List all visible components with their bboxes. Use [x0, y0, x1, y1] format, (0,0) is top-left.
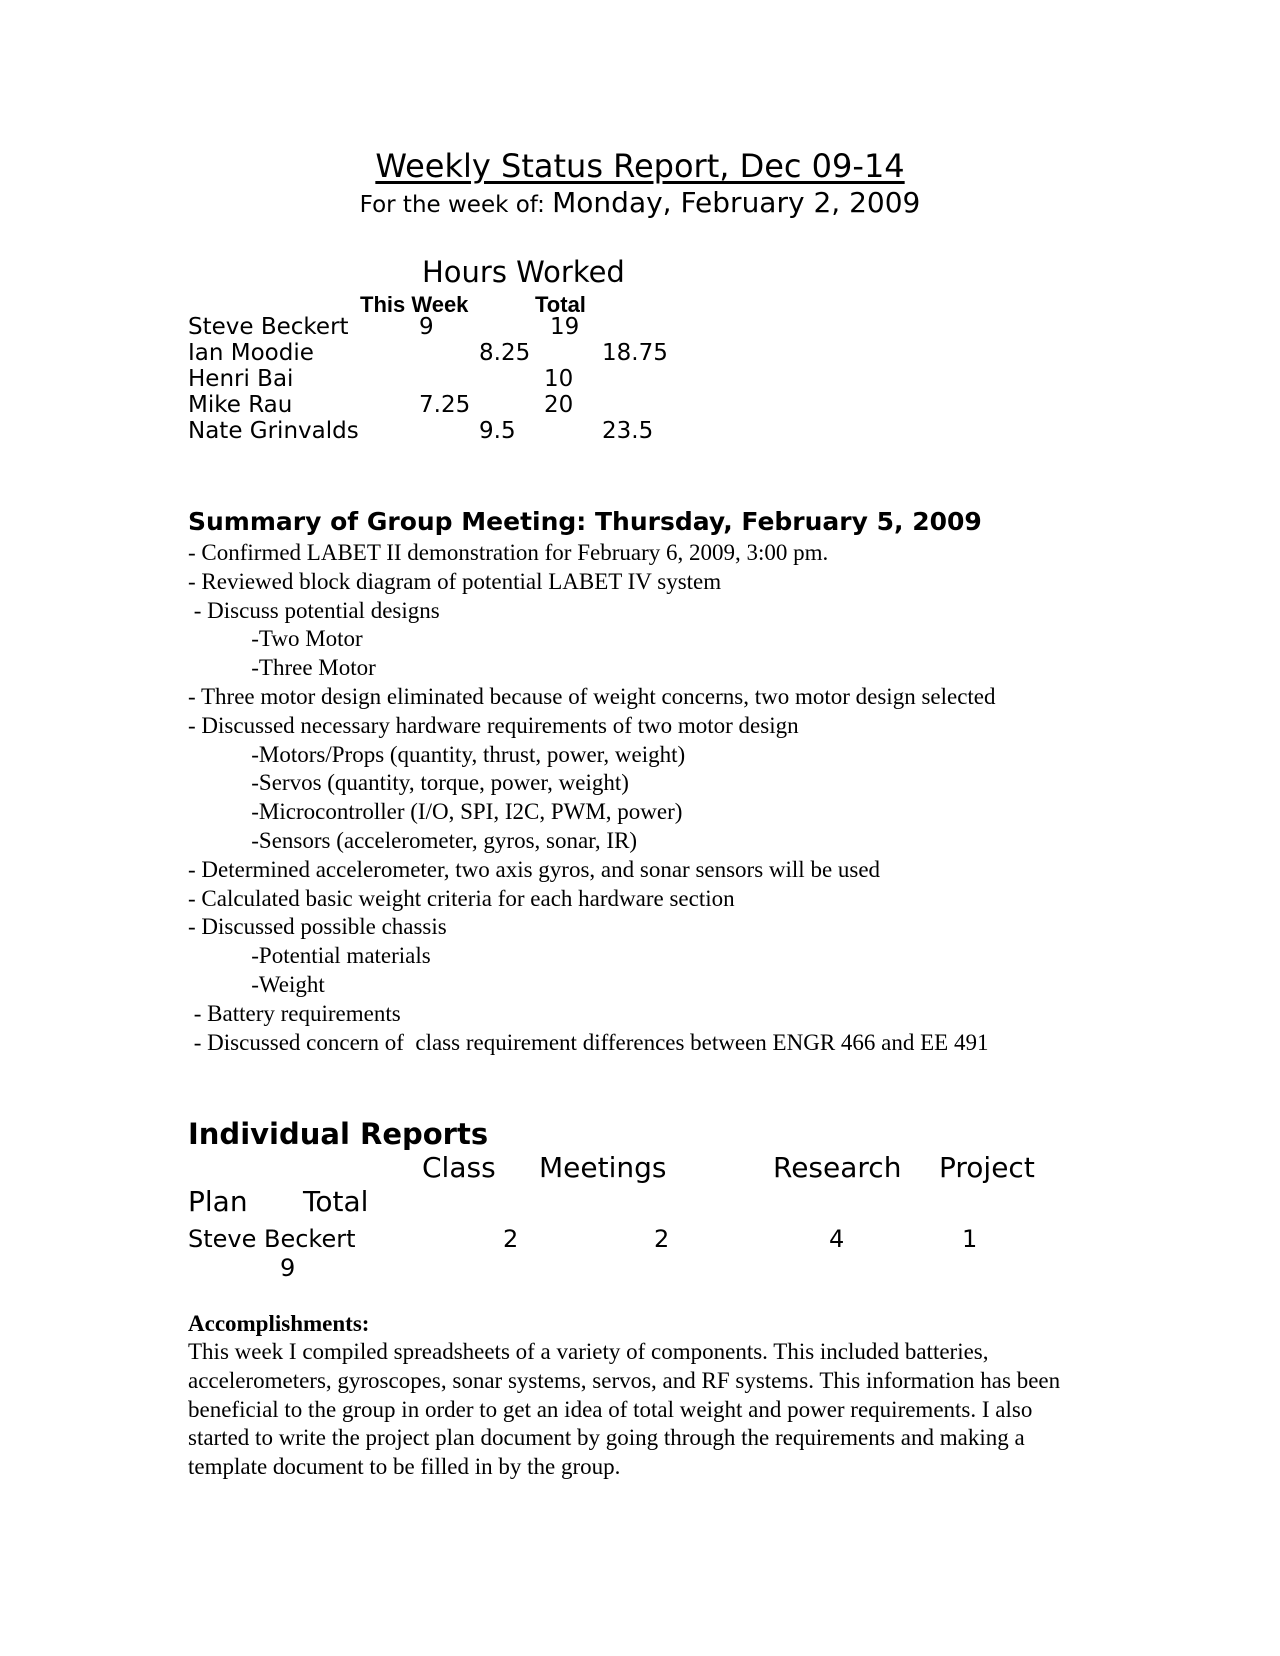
- summary-item: -Potential materials: [188, 943, 431, 969]
- hours-row-total: 10: [544, 366, 574, 392]
- hours-row-name: Henri Bai: [188, 366, 294, 392]
- summary-item: - Three motor design eliminated because of weight concerns, two motor design selected: [188, 683, 996, 709]
- indiv-col-total: Total: [303, 1185, 369, 1218]
- indiv-col-plan: Plan: [188, 1185, 248, 1218]
- hours-worked-title: Hours Worked: [422, 255, 625, 289]
- hours-row-name: Steve Beckert: [188, 314, 349, 340]
- hours-row-name: Nate Grinvalds: [188, 418, 359, 444]
- accomplishments-text: This week I compiled spreadsheets of a variety of components. This included batteries, accelerometers, gyroscopes, sonar systems, servos, and RF systems. This information has been beneficial to the group in order to get an idea of total weight and power requirements. I also started to write the project plan document by going through the requirements and making a template document to be filled in by the group.: [188, 1339, 1061, 1480]
- summary-item: - Calculated basic weight criteria for each hardware section: [188, 885, 735, 911]
- summary-list: [188, 539, 996, 1057]
- report-title: Weekly Status Report, Dec 09-14: [375, 147, 905, 185]
- summary-item: -Servos (quantity, torque, power, weight): [188, 770, 629, 796]
- summary-item: - Discussed possible chassis: [188, 914, 447, 940]
- hours-row-name: Mike Rau: [188, 392, 293, 418]
- week-of-line: [0, 186, 1280, 219]
- hours-row-total: 20: [544, 392, 574, 418]
- individual-reports-heading: Individual Reports: [188, 1117, 489, 1151]
- indiv-row-research: 4: [829, 1225, 845, 1253]
- summary-item: -Microcontroller (I/O, SPI, I2C, PWM, power): [188, 799, 683, 825]
- indiv-row-class: 2: [503, 1225, 519, 1253]
- summary-heading: Summary of Group Meeting: Thursday, February 5, 2009: [188, 507, 982, 536]
- indiv-col-class: Class: [422, 1151, 496, 1184]
- summary-item: -Sensors (accelerometer, gyros, sonar, IR): [188, 827, 638, 853]
- summary-item: - Discuss potential designs: [188, 597, 440, 623]
- hours-col-this-week: This Week: [360, 292, 469, 317]
- hours-col-total: Total: [535, 292, 586, 317]
- summary-item: - Discussed necessary hardware requirements of two motor design: [188, 712, 799, 738]
- hours-row-this-week: 9.5: [479, 418, 516, 444]
- hours-row-this-week: 8.25: [479, 340, 531, 366]
- week-of-label: For the week of:: [359, 192, 553, 218]
- summary-item: - Confirmed LABET II demonstration for February 6, 2009, 3:00 pm.: [188, 540, 829, 565]
- hours-row-name: Ian Moodie: [188, 340, 314, 366]
- indiv-row-name: Steve Beckert: [188, 1225, 356, 1253]
- hours-row-total: 23.5: [602, 418, 654, 444]
- indiv-col-meetings: Meetings: [539, 1151, 667, 1184]
- summary-item: -Weight: [188, 971, 325, 997]
- summary-item: - Determined accelerometer, two axis gyros, and sonar sensors will be used: [188, 856, 881, 882]
- week-of-date: Monday, February 2, 2009: [552, 186, 921, 219]
- hours-row-this-week: 7.25: [419, 392, 471, 418]
- summary-item: - Reviewed block diagram of potential LABET IV system: [188, 568, 722, 594]
- hours-row-this-week: 9: [419, 314, 434, 340]
- indiv-col-project: Project: [939, 1151, 1035, 1184]
- summary-item: -Motors/Props (quantity, thrust, power, weight): [188, 741, 686, 767]
- indiv-row-project-plan: 1: [962, 1225, 978, 1253]
- summary-item: - Battery requirements: [188, 1000, 401, 1026]
- summary-item: - Discussed concern of class requirement differences between ENGR 466 and EE 491: [188, 1029, 989, 1055]
- indiv-row-total: 9: [280, 1254, 296, 1282]
- hours-row-total: 18.75: [602, 340, 668, 366]
- summary-item: -Two Motor: [188, 626, 363, 652]
- accomplishments-heading: Accomplishments:: [188, 1311, 370, 1336]
- hours-row-total: 19: [550, 314, 580, 340]
- indiv-col-research: Research: [773, 1151, 902, 1184]
- indiv-row-meetings: 2: [654, 1225, 670, 1253]
- summary-item: -Three Motor: [188, 655, 376, 681]
